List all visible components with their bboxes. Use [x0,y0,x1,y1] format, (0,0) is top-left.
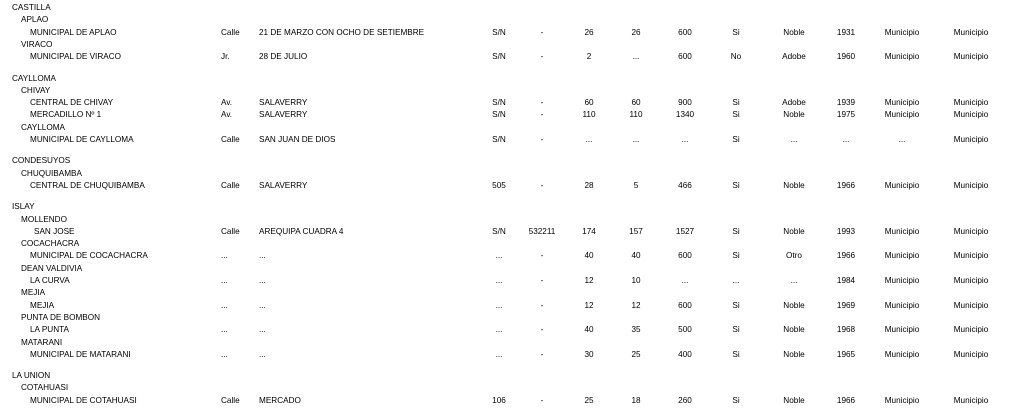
cell-col-h: Municipio [953,226,989,236]
cell-col-g: Municipio [884,325,920,335]
cell-street: ... [259,300,266,310]
cell-street: ... [259,349,266,359]
cell-col-c: ... [681,135,689,144]
table-row [0,275,1010,287]
cell-col-a: 25 [584,395,594,405]
cell-year: 1993 [836,226,856,236]
table-row [0,27,1010,39]
market-name: MUNICIPAL DE APLAO [30,27,117,37]
district-row [0,337,1010,349]
cell-col-e: Noble [783,226,805,236]
cell-street: AREQUIPA CUADRA 4 [259,226,344,236]
cell-interior: - [540,300,544,310]
cell-interior: - [540,180,544,190]
district-row [0,122,1010,134]
cell-col-a: 30 [584,349,594,359]
cell-col-a: 60 [584,98,594,108]
province-name: CONDESUYOS [12,156,71,166]
district-row [0,85,1010,97]
cell-col-g: Municipio [884,349,920,359]
district-row [0,14,1010,26]
cell-col-e: Noble [783,300,805,310]
cell-year: 1984 [836,276,856,285]
cell-col-a: 40 [584,325,594,335]
table-row [0,51,1010,63]
cell-col-d: Si [732,98,740,108]
cell-col-c: 260 [678,395,692,405]
cell-col-d: Si [732,251,740,261]
province-name: CAYLLOMA [12,73,56,83]
cell-col-c: 1527 [675,226,695,236]
cell-col-d: Si [732,110,740,120]
cell-col-c: 600 [678,251,692,261]
cell-col-e: Adobe [782,52,806,62]
table-row [0,300,1010,312]
cell-number: 106 [492,395,506,405]
market-name: MEJIA [30,300,55,310]
market-name: MUNICIPAL DE COCACHACRA [30,251,148,261]
province-row [0,155,1010,167]
cell-col-b: 25 [631,349,641,359]
district-row [0,312,1010,324]
district-name: PUNTA DE BOMBON [21,312,101,322]
cell-via: ... [221,251,228,261]
cell-col-b: 40 [631,251,641,261]
cell-interior: - [540,325,544,335]
market-name: MUNICIPAL DE COTAHUASI [30,395,137,405]
market-name: CENTRAL DE CHIVAY [30,98,114,108]
market-name: MERCADILLO Nº 1 [30,110,102,120]
cell-col-g: Municipio [884,251,920,261]
cell-interior: - [540,276,544,285]
cell-col-g: Municipio [884,98,920,108]
cell-col-c: 1340 [675,110,695,120]
district-row [0,168,1010,180]
cell-col-a: 174 [582,226,596,236]
cell-year: 1966 [836,395,856,405]
cell-col-h: Municipio [953,52,989,62]
cell-interior: - [540,135,544,144]
district-name: VIRACO [21,39,53,49]
cell-col-e: ... [790,276,798,285]
cell-via: ... [221,349,228,359]
cell-col-e: ... [790,135,798,144]
cell-col-a: ... [585,135,593,144]
cell-col-h: Municipio [953,276,989,285]
cell-number: ... [495,325,503,335]
cell-col-b: 60 [631,98,641,108]
cell-col-g: Municipio [884,300,920,310]
table-row [0,395,1010,407]
cell-interior: - [540,98,544,108]
table-row [0,97,1010,109]
cell-col-g: Municipio [884,276,920,285]
market-name: MUNICIPAL DE MATARANI [30,349,131,359]
cell-number: S/N [492,52,506,62]
cell-via: ... [221,276,228,285]
cell-col-h: Municipio [953,180,989,190]
cell-col-g: ... [898,135,906,144]
cell-col-g: Municipio [884,180,920,190]
cell-col-c: ... [681,276,689,285]
cell-number: 505 [492,180,506,190]
cell-number: S/N [492,27,506,37]
district-row [0,287,1010,299]
cell-interior: - [540,52,544,62]
cell-year: 1968 [836,325,856,335]
cell-street: ... [259,251,266,261]
district-name: DEAN VALDIVIA [21,263,83,273]
cell-street: SALAVERRY [259,110,308,120]
cell-col-d: Si [732,226,740,236]
cell-via: Jr. [221,52,230,62]
cell-via: ... [221,325,228,335]
district-name: CHUQUIBAMBA [21,168,82,178]
province-row [0,370,1010,382]
cell-interior: - [540,251,544,261]
cell-col-b: 110 [629,110,643,120]
cell-year: 1975 [836,110,856,120]
cell-col-a: 12 [584,300,594,310]
cell-col-c: 600 [678,27,692,37]
cell-year: 1965 [836,349,856,359]
province-name: ISLAY [12,202,35,212]
cell-col-d: Si [732,325,740,335]
district-name: COTAHUASI [21,383,69,393]
cell-col-h: Municipio [953,251,989,261]
cell-col-b: 157 [629,226,643,236]
market-name: MUNICIPAL DE CAYLLOMA [30,135,134,144]
cell-col-d: Si [732,27,740,37]
cell-street: MERCADO [259,395,301,405]
cell-col-a: 110 [582,110,596,120]
cell-col-c: 600 [678,52,692,62]
cell-col-b: 35 [631,325,641,335]
cell-street: 28 DE JULIO [259,52,308,62]
cell-col-a: 26 [584,27,594,37]
table-row [0,134,1010,146]
cell-col-g: Municipio [884,110,920,120]
cell-col-d: ... [732,276,740,285]
cell-via: Calle [221,27,240,37]
cell-via: Calle [221,180,240,190]
cell-number: ... [495,300,503,310]
cell-col-g: Municipio [884,395,920,405]
cell-col-g: Municipio [884,226,920,236]
cell-number: ... [495,349,503,359]
cell-col-e: Noble [783,349,805,359]
table-row [0,324,1010,336]
cell-number: S/N [492,226,506,236]
cell-street: ... [259,325,266,335]
district-row [0,39,1010,51]
cell-col-e: Adobe [782,98,806,108]
market-name: LA CURVA [30,276,70,285]
cell-col-a: 28 [584,180,594,190]
cell-col-g: Municipio [884,27,920,37]
cell-interior: - [540,110,544,120]
cell-year: 1960 [836,52,856,62]
cell-street: 21 DE MARZO CON OCHO DE SETIEMBRE [259,27,425,37]
cell-col-h: Municipio [953,349,989,359]
cell-year: 1969 [836,300,856,310]
cell-year: 1966 [836,251,856,261]
cell-col-e: Noble [783,180,805,190]
cell-street: SALAVERRY [259,98,308,108]
cell-via: Calle [221,395,240,405]
cell-col-h: Municipio [953,300,989,310]
cell-col-b: 12 [631,300,641,310]
cell-col-b: 18 [631,395,641,405]
district-row [0,382,1010,394]
cell-interior: - [540,395,544,405]
cell-col-e: Noble [783,110,805,120]
cell-street: ... [259,276,266,285]
cell-year: 1931 [836,27,856,37]
cell-year: 1966 [836,180,856,190]
table-row [0,180,1010,192]
cell-col-d: Si [732,300,740,310]
market-name: LA PUNTA [30,325,69,335]
cell-col-c: 900 [678,98,692,108]
cell-col-a: 12 [584,276,594,285]
cell-col-b: 10 [631,276,641,285]
district-name: MOLLENDO [21,214,67,224]
cell-col-c: 600 [678,300,692,310]
cell-number: S/N [492,110,506,120]
cell-col-a: 40 [584,251,594,261]
district-row [0,263,1010,275]
cell-col-b: ... [632,52,640,62]
cell-number: S/N [492,135,506,144]
cell-year: ... [842,135,850,144]
province-row [0,2,1010,14]
province-row [0,73,1010,85]
cell-col-b: 5 [633,180,639,190]
district-name: APLAO [21,15,49,25]
province-row [0,201,1010,213]
cell-col-c: 500 [678,325,692,335]
cell-col-h: Municipio [953,325,989,335]
market-name: MUNICIPAL DE VIRACO [30,52,121,62]
cell-interior: 532211 [528,226,556,236]
table-row [0,109,1010,121]
district-name: MATARANI [21,337,63,347]
cell-interior: - [540,27,544,37]
cell-via: Av. [221,98,233,108]
cell-year: 1939 [836,98,856,108]
market-name: SAN JOSE [34,226,75,236]
table-row [0,250,1010,262]
cell-col-e: Noble [783,27,805,37]
table-row [0,349,1010,361]
cell-col-h: Municipio [953,98,989,108]
market-name: CENTRAL DE CHUQUIBAMBA [30,180,145,190]
cell-via: Calle [221,135,240,144]
cell-col-e: Noble [783,395,805,405]
province-name: CASTILLA [12,3,51,12]
cell-via: ... [221,300,228,310]
cell-street: SALAVERRY [259,180,308,190]
cell-col-h: Municipio [953,135,989,144]
cell-col-d: Si [732,349,740,359]
cell-col-c: 400 [678,349,692,359]
cell-col-b: ... [632,135,640,144]
province-name: LA UNION [12,371,51,381]
cell-col-b: 26 [631,27,641,37]
table-row [0,226,1010,238]
district-row [0,238,1010,250]
cell-col-d: Si [732,135,740,144]
cell-col-c: 466 [678,180,692,190]
cell-col-h: Municipio [953,395,989,405]
district-name: MEJIA [21,288,46,298]
district-name: CAYLLOMA [21,122,65,132]
district-name: COCACHACRA [21,239,80,249]
cell-col-h: Municipio [953,27,989,37]
cell-col-e: Noble [783,325,805,335]
cell-interior: - [540,349,544,359]
district-row [0,214,1010,226]
cell-col-a: 2 [586,52,592,62]
cell-col-d: Si [732,180,740,190]
cell-col-d: Si [732,395,740,405]
cell-via: Av. [221,110,233,120]
cell-via: Calle [221,226,240,236]
cell-number: ... [495,251,503,261]
cell-number: S/N [492,98,506,108]
cell-col-d: No [730,52,742,62]
cell-col-g: Municipio [884,52,920,62]
cell-col-e: Otro [786,251,802,261]
cell-number: ... [495,276,503,285]
cell-col-h: Municipio [953,110,989,120]
district-name: CHIVAY [21,85,51,95]
cell-street: SAN JUAN DE DIOS [259,135,336,144]
